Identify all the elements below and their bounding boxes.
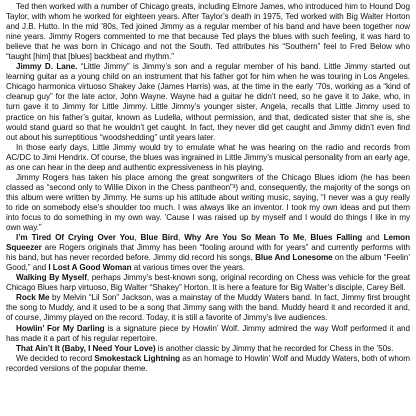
body-text: by Melvin “Lil Son” Jackson, was a mainstay of the Muddy Waters band. In fact, Jimmy first brought the song to Muddy, and it used to be a song that Jimmy sang with the band. Muddy heard it and recorded it and, of course, Jimmy played on the record. Today, it is still a favorite of Jimmy’s live audiences.: [6, 293, 410, 323]
paragraph: [6, 324, 410, 344]
bold-title-text: Jimmy D. Lane.: [16, 62, 78, 72]
bold-title-text: Lemon Squeezer: [6, 233, 410, 253]
bold-title-text: I’m Tired Of Crying Over You: [16, 233, 135, 243]
body-text: We decided to record: [16, 353, 95, 363]
body-text: , perhaps Jimmy’s best-known song, original recording on Chess was vehicle for the great Chicago Blues harp virtuoso, Big Walter “Shakey” Horton. It is here a feature for Big Walter’s disciple, Carey Bell.: [6, 273, 410, 293]
body-text: ,: [178, 233, 185, 243]
paragraph: [6, 354, 410, 374]
bold-title-text: Blue Bird: [140, 233, 179, 243]
bold-title-text: That Ain’t It (Baby, I Need Your Love): [16, 343, 156, 353]
bold-title-text: Howlin’ For My Darling: [16, 323, 105, 333]
body-text: are Rogers originals that Jimmy has been “fooling around with for years” and currently performs with his band, but has never recorded before. Jimmy did record his songs,: [6, 243, 410, 263]
bold-title-text: Blues Falling: [310, 233, 363, 243]
bold-title-text: Walking By Myself: [16, 273, 87, 283]
body-text: Jimmy Rogers has taken his place among the great songwriters of the Chicago Blues idiom (he has been classed as “second only to Willie Dixon in the Chess pantheon”³) and, consequently, the majority of the songs on this album were written by Jimmy. He sums up his attitude about writing music, saying, “I never was a guy really to ride on somebody else’s shoulder too much. I was always like an inventor. I took my own ideas and put them into focus to do something in my own way. ’Cause I was raised up by myself and I would do things I like in my own way.”: [6, 172, 410, 233]
body-text: is another classic by Jimmy that he recorded for Chess in the ’50s.: [155, 343, 394, 353]
paragraph: [6, 344, 410, 354]
bold-title-text: I Lost A Good Woman: [48, 263, 132, 273]
bold-title-text: Why Are You So Mean To Me: [184, 233, 305, 243]
body-text: at various times over the years.: [131, 263, 246, 273]
paragraph: [6, 62, 410, 142]
bold-title-text: Smokestack Lightning: [94, 353, 181, 363]
body-text: on the album “Feelin’ Good,” and: [6, 253, 410, 273]
body-text: as an homage to Howlin’ Wolf and Muddy Waters, both of whom recorded versions of the popular theme.: [6, 353, 410, 373]
body-text: and: [362, 233, 384, 243]
liner-notes-body: [6, 2, 410, 374]
body-text: ,: [134, 233, 141, 243]
paragraph: [6, 273, 410, 293]
paragraph: [6, 173, 410, 233]
body-text: Ted then worked with a number of Chicago greats, including Elmore James, who introduced him to Hound Dog Taylor, with whom he worked for eighteen years. After Taylor’s death in 1975, Ted worked with Big Walter Horton and J.B. Hutto. In the mid ’80s, Ted joined Jimmy as a regular member of his band and have been together now nine years. Jimmy Rogers commented to me that because Ted plays the blues with such feeling, it was hard to believe that he was born in Chicago and not the South. Ted attributes his “Southern” feel to Fred Below who “taught [him] that [blues] backbeat and rhythm.”: [6, 2, 410, 62]
body-text: is a signature piece by Howlin’ Wolf. Jimmy admired the way Wolf performed it and has made it a part of his regular repertoire.: [6, 323, 410, 343]
bold-title-text: Rock Me: [16, 293, 50, 303]
bold-title-text: Blue And Lonesome: [255, 253, 333, 263]
paragraph: [6, 143, 410, 173]
paragraph: [6, 293, 410, 323]
paragraph: [6, 233, 410, 273]
body-text: ,: [304, 233, 311, 243]
body-text: In those early days, Little Jimmy would try to emulate what he was hearing on the radio and records from AC/DC to Jimi Hendrix. Of course, the blues was ingrained in Little Jimmy’s musical personality from an early age, as one can hear in the deep and authentic expressiveness in his playing.: [6, 142, 410, 172]
body-text: “Little Jimmy” is Jimmy’s son and a regular member of his band. Little Jimmy started out learning guitar as a young child on an instrument that his father got for him when he was touring in Los Angeles. Chicago harmonica virtuoso Shakey Jake (James Harris) was, at the time in the early ’70s, working as a “kind of cleanup guy” for the late actor, John Wayne. Wayne had a guitar he didn’t need, so he gave it to Jake, who, in turn gave it to Jimmy for Little Jimmy. Little Jimmy’s younger sister, Angela, recalls that Little Jimmy used to practice on his father’s guitar, known as Ludella, without permission, and that, dedicated sister that she is, she would stand guard so that he wouldn’t get caught. In fact, they never did get caught and Jimmy didn’t even find out about his surreptitious “woodshedding” until years later.: [6, 62, 410, 142]
paragraph: [6, 2, 410, 62]
